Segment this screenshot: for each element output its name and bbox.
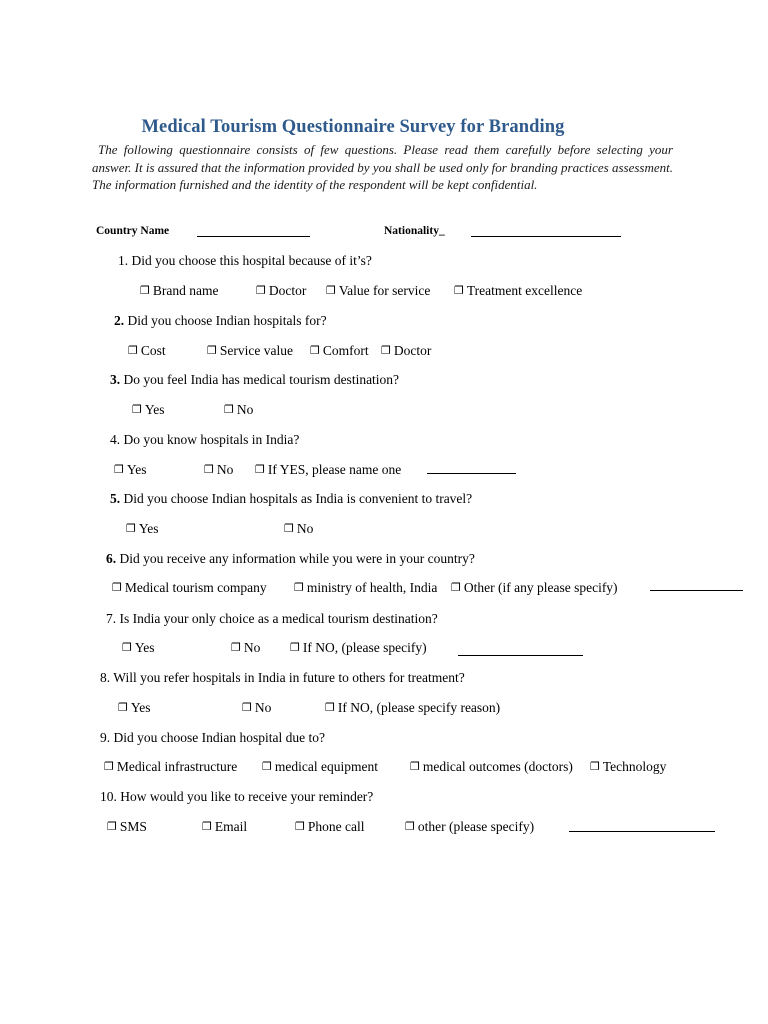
q4-option-no[interactable]: ❐ No [204, 462, 234, 477]
q10-option-other[interactable]: ❐ other (please specify) [405, 819, 535, 834]
question-1: 1. Did you choose this hospital because of it’s? [118, 253, 372, 268]
question-2: 2. Did you choose Indian hospitals for? [114, 313, 327, 328]
country-name-field[interactable] [197, 236, 310, 237]
checkbox-icon[interactable]: ❐ [325, 701, 335, 714]
checkbox-icon[interactable]: ❐ [126, 522, 136, 535]
checkbox-icon[interactable]: ❐ [128, 344, 138, 357]
checkbox-icon[interactable]: ❐ [118, 701, 128, 714]
checkbox-icon[interactable]: ❐ [231, 641, 241, 654]
q6-option-medical-tourism-company[interactable]: ❐ Medical tourism company [112, 580, 267, 595]
checkbox-icon[interactable]: ❐ [207, 344, 217, 357]
question-10: 10. How would you like to receive your reminder? [100, 789, 374, 804]
q4-name-field[interactable] [427, 473, 516, 474]
checkbox-icon[interactable]: ❐ [122, 641, 132, 654]
q6-option-ministry-of-health[interactable]: ❐ ministry of health, India [294, 580, 438, 595]
question-8: 8. Will you refer hospitals in India in future to others for treatment? [100, 670, 465, 685]
q5-option-no[interactable]: ❐ No [284, 521, 314, 536]
checkbox-icon[interactable]: ❐ [454, 284, 464, 297]
q7-option-yes[interactable]: ❐ Yes [122, 640, 155, 655]
checkbox-icon[interactable]: ❐ [310, 344, 320, 357]
intro-paragraph [92, 141, 673, 194]
checkbox-icon[interactable]: ❐ [405, 820, 415, 833]
q9-option-medical-equipment[interactable]: ❐ medical equipment [262, 759, 378, 774]
checkbox-icon[interactable]: ❐ [202, 820, 212, 833]
q8-option-yes[interactable]: ❐ Yes [118, 700, 151, 715]
checkbox-icon[interactable]: ❐ [132, 403, 142, 416]
checkbox-icon[interactable]: ❐ [104, 760, 114, 773]
q1-option-doctor[interactable]: ❐ Doctor [256, 283, 307, 298]
checkbox-icon[interactable]: ❐ [112, 581, 122, 594]
page-title: Medical Tourism Questionnaire Survey for Branding [141, 117, 565, 137]
checkbox-icon[interactable]: ❐ [107, 820, 117, 833]
q3-option-yes[interactable]: ❐ Yes [132, 402, 165, 417]
country-name-label: Country Name [96, 225, 170, 237]
q10-option-email[interactable]: ❐ Email [202, 819, 248, 834]
q4-option-yes[interactable]: ❐ Yes [114, 462, 147, 477]
q10-specify-field[interactable] [569, 831, 715, 832]
q1-option-treatment-excellence[interactable]: ❐ Treatment excellence [454, 283, 583, 298]
checkbox-icon[interactable]: ❐ [290, 641, 300, 654]
checkbox-icon[interactable]: ❐ [262, 760, 272, 773]
q4-option-if-yes[interactable]: ❐ If YES, please name one [255, 462, 402, 477]
checkbox-icon[interactable]: ❐ [410, 760, 420, 773]
q1-option-brand-name[interactable]: ❐ Brand name [140, 283, 219, 298]
checkbox-icon[interactable]: ❐ [284, 522, 294, 535]
checkbox-icon[interactable]: ❐ [294, 581, 304, 594]
nationality-label: Nationality_ [384, 225, 445, 237]
q6-specify-field[interactable] [650, 590, 743, 591]
question-4: 4. Do you know hospitals in India? [110, 432, 300, 447]
checkbox-icon[interactable]: ❐ [114, 463, 124, 476]
q3-option-no[interactable]: ❐ No [224, 402, 254, 417]
q10-option-sms[interactable]: ❐ SMS [107, 819, 147, 834]
question-9: 9. Did you choose Indian hospital due to? [100, 730, 325, 745]
nationality-field[interactable] [471, 236, 621, 237]
checkbox-icon[interactable]: ❐ [590, 760, 600, 773]
q6-option-other[interactable]: ❐ Other (if any please specify) [451, 580, 618, 595]
q8-option-no[interactable]: ❐ No [242, 700, 272, 715]
q9-option-medical-infrastructure[interactable]: ❐ Medical infrastructure [104, 759, 238, 774]
q9-option-technology[interactable]: ❐ Technology [590, 759, 667, 774]
checkbox-icon[interactable]: ❐ [451, 581, 461, 594]
checkbox-icon[interactable]: ❐ [255, 463, 265, 476]
q10-option-phone-call[interactable]: ❐ Phone call [295, 819, 365, 834]
checkbox-icon[interactable]: ❐ [256, 284, 266, 297]
question-7: 7. Is India your only choice as a medical tourism destination? [106, 611, 438, 626]
intro-text: The following questionnaire consists of few questions. Please read them carefully before selecting your answer. It is assured that the information provided by you shall be used only for branding practices assessment. The information furnished and the identity of the respondent will be kept confidential. [92, 142, 673, 192]
checkbox-icon[interactable]: ❐ [326, 284, 336, 297]
q1-option-value-for-service[interactable]: ❐ Value for service [326, 283, 431, 298]
q5-option-yes[interactable]: ❐ Yes [126, 521, 159, 536]
question-3: 3. Do you feel India has medical tourism destination? [110, 372, 400, 387]
q2-option-doctor[interactable]: ❐ Doctor [381, 343, 432, 358]
q7-specify-field[interactable] [458, 655, 583, 656]
checkbox-icon[interactable]: ❐ [224, 403, 234, 416]
q7-option-no[interactable]: ❐ No [231, 640, 261, 655]
checkbox-icon[interactable]: ❐ [242, 701, 252, 714]
question-6: 6. Did you receive any information while you were in your country? [106, 551, 475, 566]
checkbox-icon[interactable]: ❐ [381, 344, 391, 357]
q7-option-if-no[interactable]: ❐ If NO, (please specify) [290, 640, 427, 655]
q2-option-comfort[interactable]: ❐ Comfort [310, 343, 369, 358]
checkbox-icon[interactable]: ❐ [140, 284, 150, 297]
q8-option-if-no[interactable]: ❐ If NO, (please specify reason) [325, 700, 501, 715]
checkbox-icon[interactable]: ❐ [295, 820, 305, 833]
q9-option-medical-outcomes[interactable]: ❐ medical outcomes (doctors) [410, 759, 573, 774]
question-5: 5. Did you choose Indian hospitals as India is convenient to travel? [110, 491, 473, 506]
q2-option-service-value[interactable]: ❐ Service value [207, 343, 293, 358]
checkbox-icon[interactable]: ❐ [204, 463, 214, 476]
q2-option-cost[interactable]: ❐ Cost [128, 343, 166, 358]
